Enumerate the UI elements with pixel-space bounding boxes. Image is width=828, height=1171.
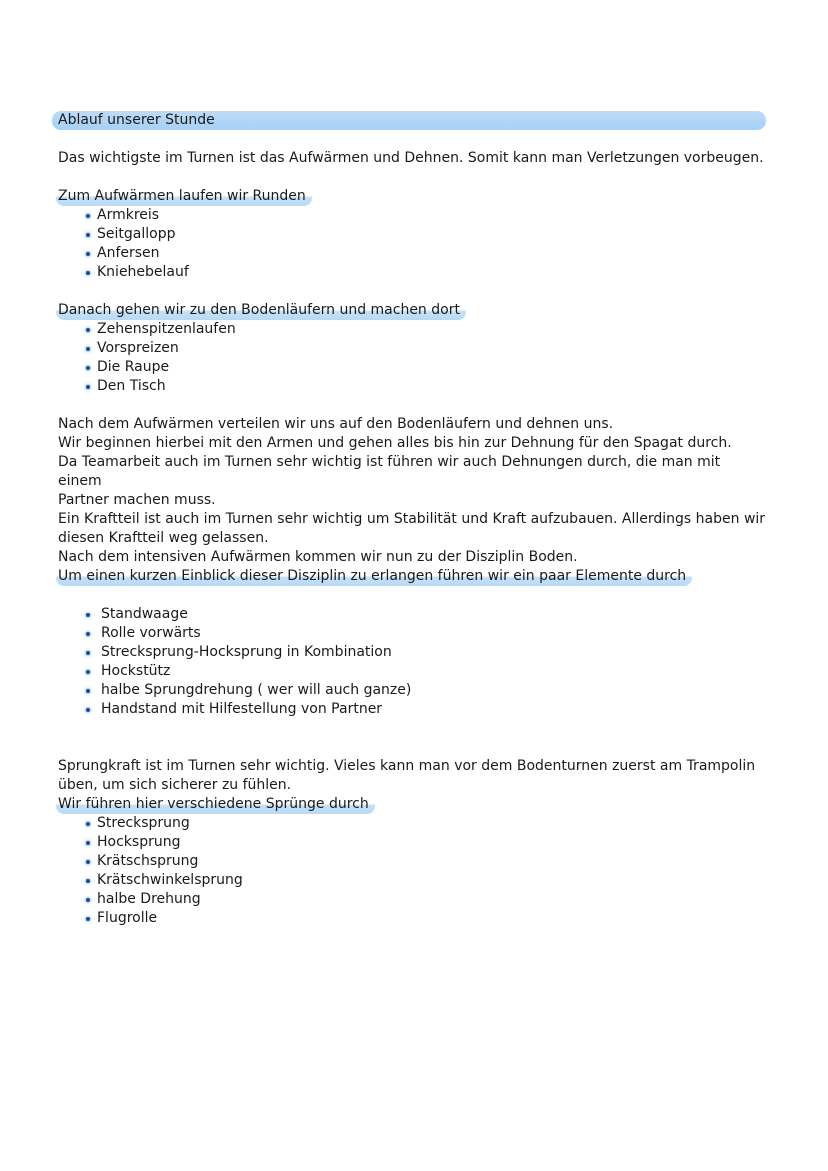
floor-runs-list [58,320,768,396]
warmup-title: Zum Aufwärmen laufen wir Runden [58,187,768,206]
text-line: Ein Kraftteil ist auch im Turnen sehr wichtig um Stabilität und Kraft aufzubauen. Allerdings haben wir [58,511,766,527]
list-item: Strecksprung-Hocksprung in Kombination [58,643,768,662]
text-line: Nach dem intensiven Aufwärmen kommen wir nun zu der Disziplin Boden. [58,549,578,565]
list-item: Strecksprung [58,814,768,833]
list-item: Armkreis [58,206,768,225]
elements-list [58,605,768,719]
text-line: Nach dem Aufwärmen verteilen wir uns auf den Bodenläufern und dehnen uns. [58,416,614,432]
text-line: Sprungkraft ist im Turnen sehr wichtig. Vieles kann man vor dem Bodenturnen zuerst am Trampolin [58,758,756,774]
stretching-paragraph [58,415,768,586]
intro-paragraph: Das wichtigste im Turnen ist das Aufwärmen und Dehnen. Somit kann man Verletzungen vorbeugen. [58,150,764,166]
list-item: Krätschwinkelsprung [58,871,768,890]
jumps-title: Wir führen hier verschiedene Sprünge durch [58,795,768,814]
list-item: Seitgallopp [58,225,768,244]
floor-runs-title: Danach gehen wir zu den Bodenläufern und machen dort [58,301,768,320]
list-item: Flugrolle [58,909,768,928]
warmup-list [58,206,768,282]
list-item: Rolle vorwärts [58,624,768,643]
text-line: Wir beginnen hierbei mit den Armen und gehen alles bis hin zur Dehnung für den Spagat durch. [58,435,732,451]
text-line: diesen Kraftteil weg gelassen. [58,530,269,546]
text-line: Partner machen muss. [58,492,216,508]
elements-intro: Um einen kurzen Einblick dieser Disziplin zu erlangen führen wir ein paar Elemente durch [58,567,768,586]
jumps-list [58,814,768,928]
list-item: Die Raupe [58,358,768,377]
list-item: Den Tisch [58,377,768,396]
document-heading: Ablauf unserer Stunde [58,112,215,128]
list-item: Krätschsprung [58,852,768,871]
list-item: halbe Sprungdrehung ( wer will auch ganze) [58,681,768,700]
list-item: Standwaage [58,605,768,624]
text-line: Da Teamarbeit auch im Turnen sehr wichtig ist führen wir auch Dehnungen durch, die man mit einem [58,454,721,489]
text-line: üben, um sich sicherer zu fühlen. [58,777,292,793]
list-item: Handstand mit Hilfestellung von Partner [58,700,768,719]
list-item: Vorspreizen [58,339,768,358]
list-item: Hockstütz [58,662,768,681]
document-page [58,111,768,928]
jumps-paragraph [58,757,768,814]
list-item: Zehenspitzenlaufen [58,320,768,339]
list-item: Kniehebelauf [58,263,768,282]
list-item: halbe Drehung [58,890,768,909]
heading-highlight [52,111,766,130]
list-item: Hocksprung [58,833,768,852]
list-item: Anfersen [58,244,768,263]
